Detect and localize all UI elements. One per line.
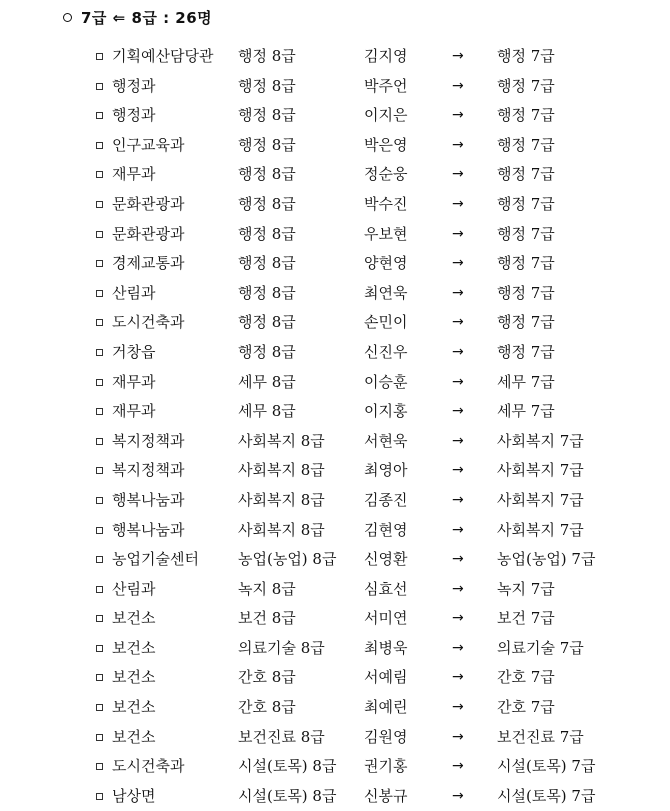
person-name: 양현영 (364, 254, 408, 273)
list-item (0, 308, 670, 338)
current-grade: 행정 8급 (238, 76, 296, 95)
list-item (0, 427, 670, 457)
arrow-icon: → (452, 77, 464, 94)
arrow-icon: → (452, 787, 464, 804)
new-grade: 행정 7급 (497, 47, 555, 65)
current-grade: 행정 8급 (238, 194, 296, 213)
person-name: 김종진 (364, 490, 408, 509)
department: 도시건축과 (112, 313, 185, 332)
person-name: 우보현 (364, 224, 408, 243)
person-name: 김지영 (364, 47, 408, 65)
section-header (63, 6, 212, 28)
current-grade: 행정 8급 (238, 224, 296, 243)
new-grade: 행정 7급 (497, 135, 555, 154)
person-name: 이지홍 (364, 402, 408, 421)
square-bullet-icon (96, 171, 103, 178)
person-name: 최영아 (364, 461, 408, 480)
person-name: 이지은 (364, 106, 408, 125)
new-grade: 행정 7급 (497, 313, 555, 332)
list-item (0, 249, 670, 279)
department: 복지정책과 (112, 431, 185, 450)
arrow-icon: → (452, 432, 464, 449)
new-grade: 세무 7급 (497, 402, 555, 421)
department: 인구교육과 (112, 135, 185, 154)
current-grade: 간호 8급 (238, 698, 296, 717)
person-name: 정순웅 (364, 165, 408, 184)
new-grade: 사회복지 7급 (497, 520, 584, 539)
person-name: 박수진 (364, 194, 408, 213)
list-item (0, 397, 670, 427)
square-bullet-icon (96, 467, 103, 474)
current-grade: 간호 8급 (238, 668, 296, 687)
department: 경제교통과 (112, 254, 185, 273)
arrow-icon: → (452, 225, 464, 242)
square-bullet-icon (96, 674, 103, 681)
list-item (0, 42, 670, 72)
department: 재무과 (112, 402, 156, 421)
current-grade: 사회복지 8급 (238, 490, 325, 509)
arrow-icon: → (452, 48, 464, 64)
square-bullet-icon (96, 408, 103, 415)
new-grade: 행정 7급 (497, 165, 555, 184)
current-grade: 농업(농업) 8급 (238, 550, 337, 569)
current-grade: 행정 8급 (238, 254, 296, 273)
list-item (0, 220, 670, 250)
square-bullet-icon (96, 290, 103, 297)
list-item (0, 368, 670, 398)
department: 문화관광과 (112, 194, 185, 213)
arrow-icon: → (452, 403, 464, 420)
list-item (0, 190, 670, 220)
new-grade: 간호 7급 (497, 668, 555, 687)
new-grade: 녹지 7급 (497, 579, 555, 598)
department: 복지정책과 (112, 461, 185, 480)
list-item (0, 693, 670, 723)
current-grade: 보건진료 8급 (238, 727, 325, 746)
department: 산림과 (112, 579, 156, 598)
list-item (0, 752, 670, 782)
new-grade: 행정 7급 (497, 254, 555, 273)
list-item (0, 131, 670, 161)
list-item (0, 545, 670, 575)
current-grade: 행정 8급 (238, 313, 296, 332)
square-bullet-icon (96, 615, 103, 622)
current-grade: 사회복지 8급 (238, 431, 325, 450)
list-item (0, 338, 670, 368)
new-grade: 행정 7급 (497, 106, 555, 125)
arrow-icon: → (452, 314, 464, 331)
arrow-icon: → (452, 195, 464, 212)
arrow-icon: → (452, 669, 464, 686)
person-name: 심효선 (364, 579, 408, 598)
square-bullet-icon (96, 556, 103, 563)
new-grade: 농업(농업) 7급 (497, 550, 596, 569)
current-grade: 시설(토목) 8급 (238, 786, 337, 805)
department: 보건소 (112, 609, 156, 628)
new-grade: 보건진료 7급 (497, 727, 584, 746)
new-grade: 세무 7급 (497, 372, 555, 391)
department: 행정과 (112, 76, 156, 95)
arrow-icon: → (452, 580, 464, 597)
department: 행복나눔과 (112, 490, 185, 509)
list-item (0, 279, 670, 309)
person-name: 권기홍 (364, 757, 408, 776)
current-grade: 세무 8급 (238, 402, 296, 421)
square-bullet-icon (96, 734, 103, 741)
new-grade: 사회복지 7급 (497, 490, 584, 509)
department: 거창읍 (112, 342, 156, 361)
person-name: 최예린 (364, 698, 408, 717)
current-grade: 행정 8급 (238, 47, 296, 65)
list-item (0, 575, 670, 605)
square-bullet-icon (96, 379, 103, 386)
arrow-icon: → (452, 136, 464, 153)
square-bullet-icon (96, 349, 103, 356)
arrow-icon: → (452, 728, 464, 745)
current-grade: 행정 8급 (238, 135, 296, 154)
department: 남상면 (112, 786, 156, 805)
department: 행복나눔과 (112, 520, 185, 539)
person-name: 신봉규 (364, 786, 408, 805)
current-grade: 사회복지 8급 (238, 461, 325, 480)
arrow-icon: → (452, 255, 464, 272)
new-grade: 간호 7급 (497, 698, 555, 717)
square-bullet-icon (96, 201, 103, 208)
department: 도시건축과 (112, 757, 185, 776)
department: 기획예산담당관 (112, 47, 214, 65)
person-name: 서미연 (364, 609, 408, 628)
square-bullet-icon (96, 53, 103, 60)
current-grade: 보건 8급 (238, 609, 296, 628)
new-grade: 사회복지 7급 (497, 431, 584, 450)
new-grade: 시설(토목) 7급 (497, 757, 596, 776)
department: 보건소 (112, 698, 156, 717)
new-grade: 사회복지 7급 (497, 461, 584, 480)
list-item (0, 663, 670, 693)
arrow-icon: → (452, 699, 464, 716)
arrow-icon: → (452, 551, 464, 568)
square-bullet-icon (96, 112, 103, 119)
current-grade: 시설(토목) 8급 (238, 757, 337, 776)
current-grade: 녹지 8급 (238, 579, 296, 598)
arrow-icon: → (452, 166, 464, 183)
section-title: 7급 ⇐ 8급 : 26명 (81, 8, 213, 27)
list-item (0, 516, 670, 546)
department: 재무과 (112, 165, 156, 184)
arrow-icon: → (452, 343, 464, 360)
new-grade: 행정 7급 (497, 342, 555, 361)
new-grade: 행정 7급 (497, 224, 555, 243)
current-grade: 사회복지 8급 (238, 520, 325, 539)
department: 문화관광과 (112, 224, 185, 243)
person-name: 김현영 (364, 520, 408, 539)
list-item (0, 723, 670, 753)
square-bullet-icon (96, 763, 103, 770)
person-name: 서예림 (364, 668, 408, 687)
current-grade: 행정 8급 (238, 165, 296, 184)
list-item (0, 456, 670, 486)
person-name: 이승훈 (364, 372, 408, 391)
arrow-icon: → (452, 107, 464, 124)
person-name: 김원영 (364, 727, 408, 746)
arrow-icon: → (452, 462, 464, 479)
person-name: 서현욱 (364, 431, 408, 450)
department: 재무과 (112, 372, 156, 391)
person-name: 손민이 (364, 313, 408, 332)
promotion-list (0, 42, 670, 811)
new-grade: 시설(토목) 7급 (497, 786, 596, 805)
department: 보건소 (112, 638, 156, 657)
person-name: 최연욱 (364, 283, 408, 302)
list-item (0, 634, 670, 664)
square-bullet-icon (96, 260, 103, 267)
list-item (0, 604, 670, 634)
current-grade: 행정 8급 (238, 283, 296, 302)
circle-bullet-icon (63, 13, 72, 22)
square-bullet-icon (96, 645, 103, 652)
arrow-icon: → (452, 373, 464, 390)
list-item (0, 101, 670, 131)
department: 보건소 (112, 727, 156, 746)
square-bullet-icon (96, 438, 103, 445)
new-grade: 행정 7급 (497, 283, 555, 302)
current-grade: 세무 8급 (238, 372, 296, 391)
current-grade: 행정 8급 (238, 106, 296, 125)
new-grade: 보건 7급 (497, 609, 555, 628)
new-grade: 행정 7급 (497, 194, 555, 213)
square-bullet-icon (96, 527, 103, 534)
arrow-icon: → (452, 610, 464, 627)
list-item (0, 782, 670, 811)
current-grade: 의료기술 8급 (238, 638, 325, 657)
department: 농업기술센터 (112, 550, 199, 569)
new-grade: 의료기술 7급 (497, 638, 584, 657)
square-bullet-icon (96, 497, 103, 504)
person-name: 박은영 (364, 135, 408, 154)
square-bullet-icon (96, 142, 103, 149)
list-item (0, 486, 670, 516)
arrow-icon: → (452, 284, 464, 301)
arrow-icon: → (452, 639, 464, 656)
department: 보건소 (112, 668, 156, 687)
square-bullet-icon (96, 586, 103, 593)
list-item (0, 72, 670, 102)
square-bullet-icon (96, 231, 103, 238)
square-bullet-icon (96, 704, 103, 711)
person-name: 최병욱 (364, 638, 408, 657)
square-bullet-icon (96, 793, 103, 800)
square-bullet-icon (96, 83, 103, 90)
department: 행정과 (112, 106, 156, 125)
person-name: 박주언 (364, 76, 408, 95)
arrow-icon: → (452, 521, 464, 538)
person-name: 신영환 (364, 550, 408, 569)
arrow-icon: → (452, 491, 464, 508)
person-name: 신진우 (364, 342, 408, 361)
current-grade: 행정 8급 (238, 342, 296, 361)
list-item (0, 160, 670, 190)
square-bullet-icon (96, 319, 103, 326)
department: 산림과 (112, 283, 156, 302)
new-grade: 행정 7급 (497, 76, 555, 95)
arrow-icon: → (452, 758, 464, 775)
